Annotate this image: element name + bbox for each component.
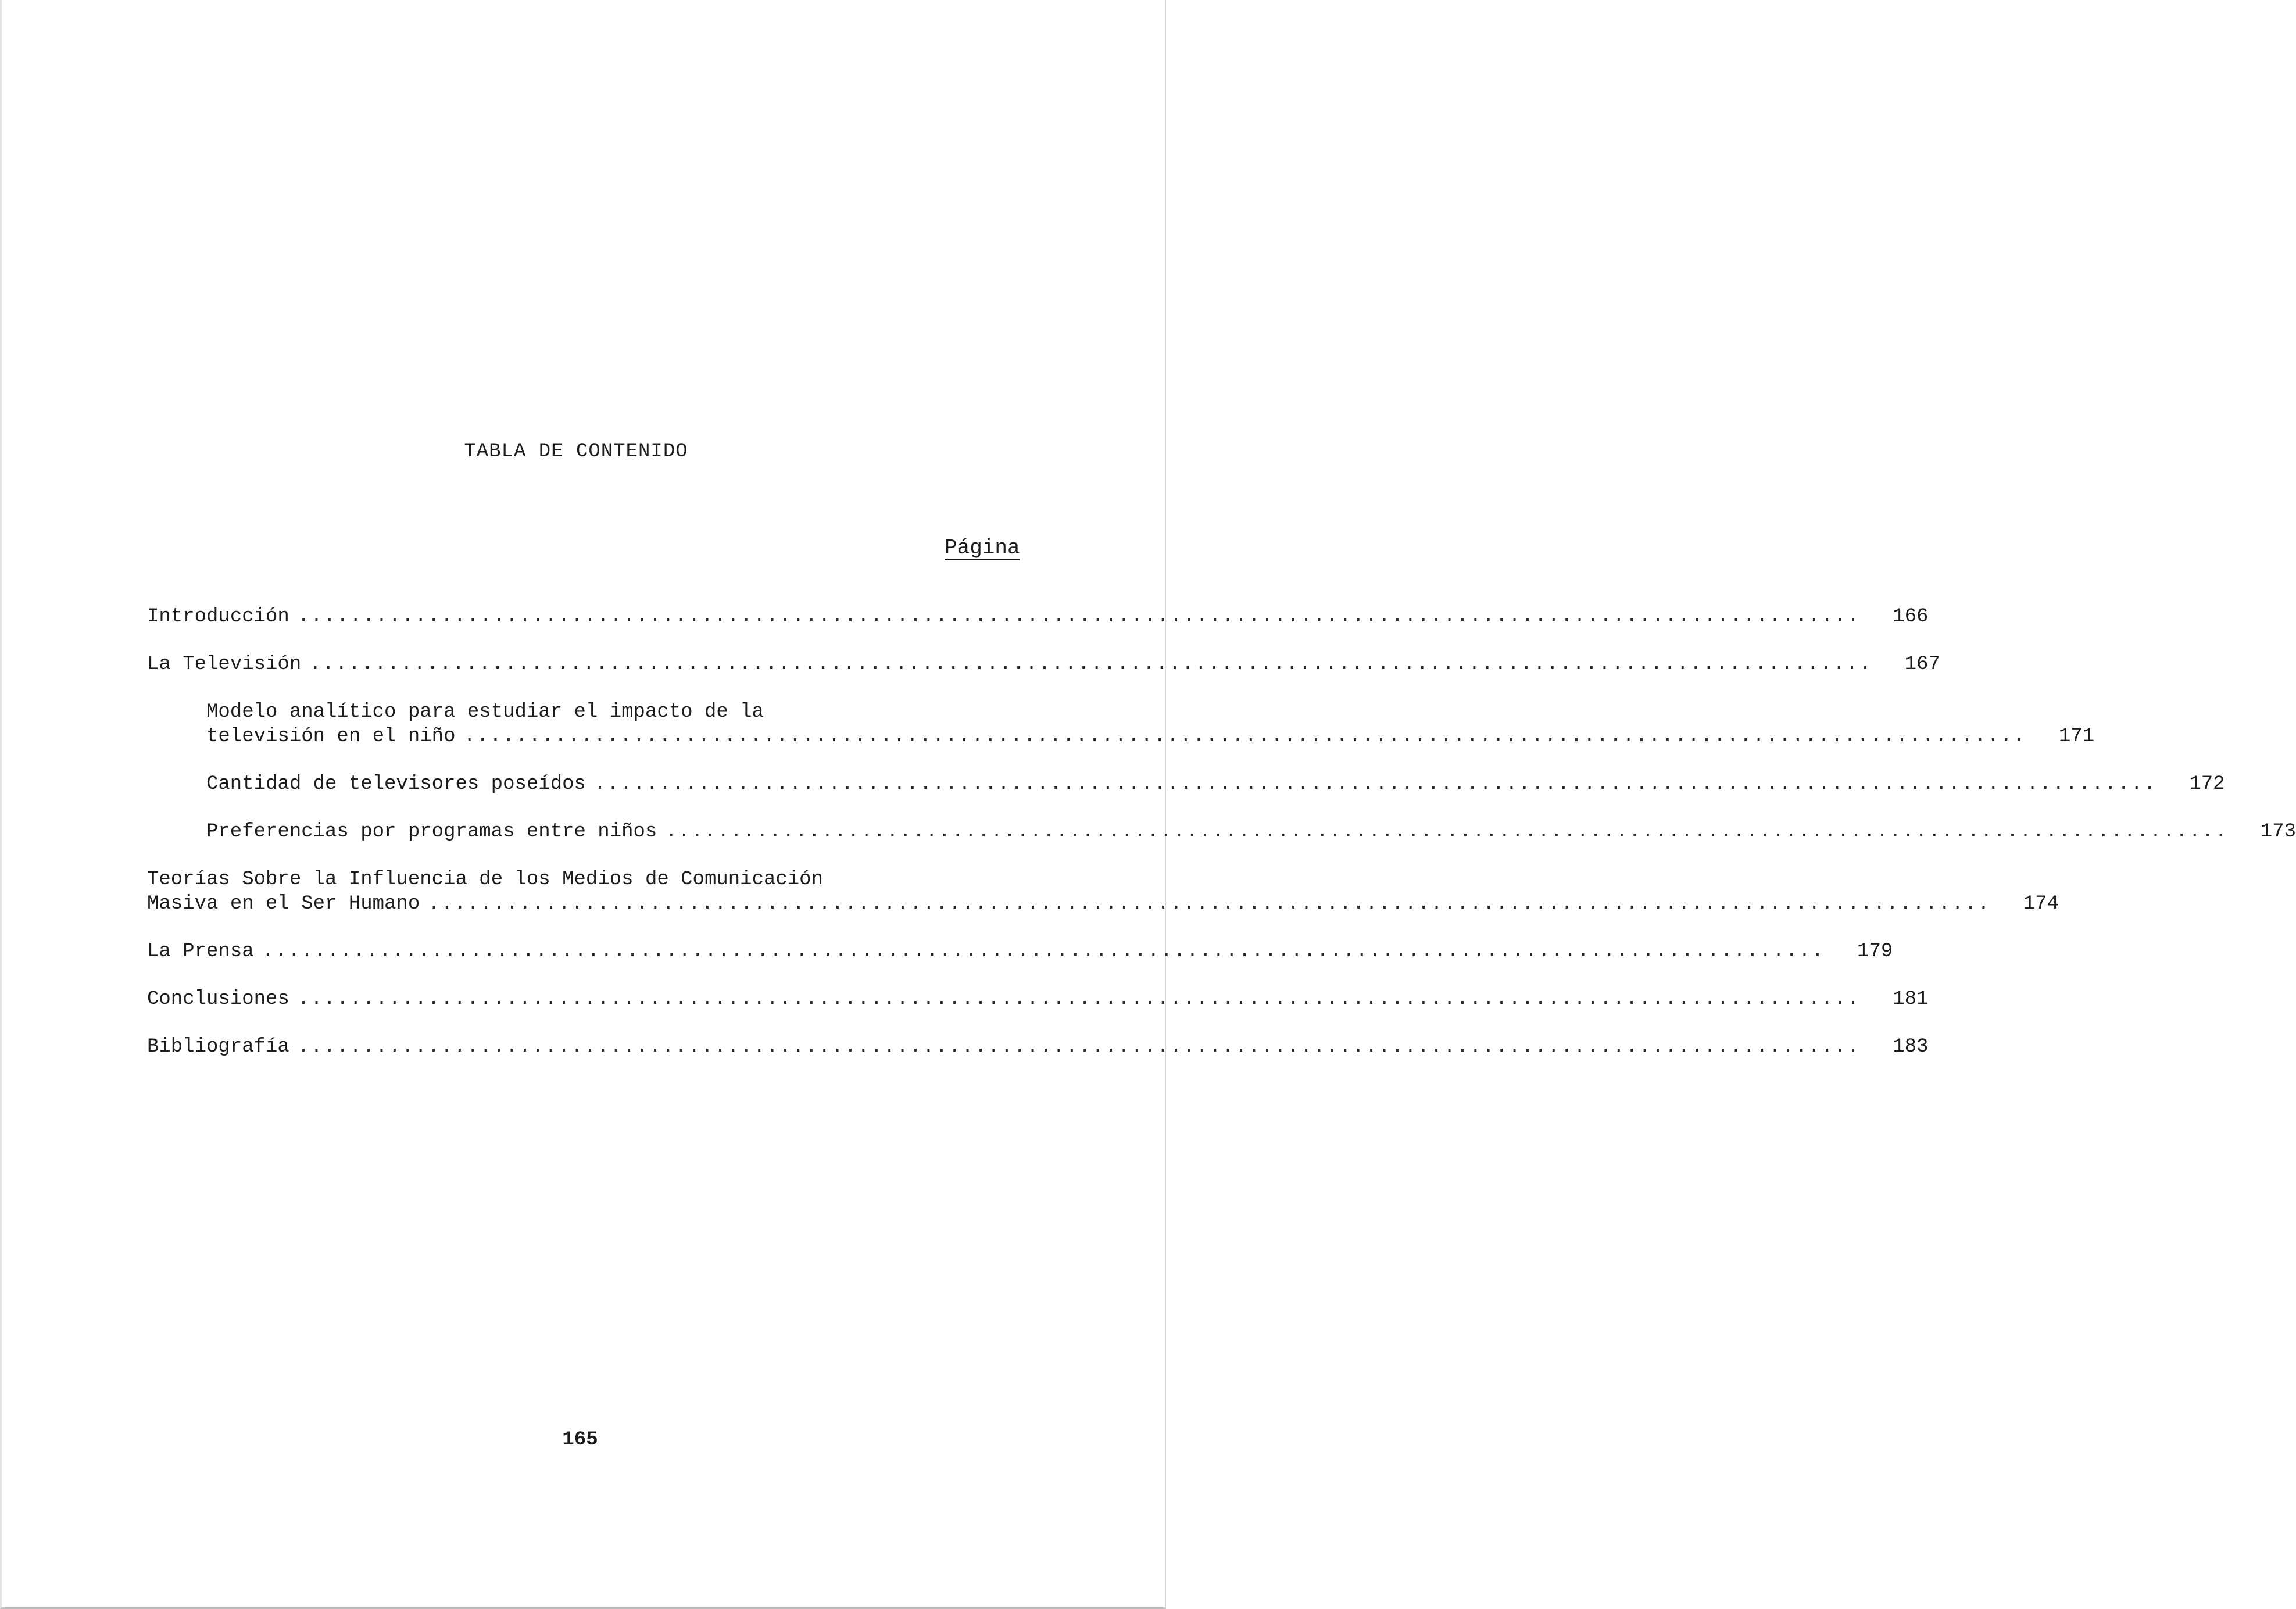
toc-entry-label: Teorías Sobre la Influencia de los Medios de Comunicación (147, 868, 823, 891)
dot-leader: ........................................................................................................................ (428, 893, 1991, 915)
toc-entry-label: Introducción (147, 606, 289, 628)
toc-entry-label-continued: Masiva en el Ser Humano (147, 893, 420, 915)
dot-leader: ........................................................................................................................ (593, 773, 2157, 795)
toc-entry-page: 166 (1893, 606, 1929, 628)
dot-leader: ........................................................................................................................ (297, 1036, 1861, 1058)
toc-entry-preferencias-programas[interactable] (147, 820, 2296, 844)
toc-entry-conclusiones[interactable] (147, 987, 1929, 1011)
toc-entry-page: 174 (2023, 893, 2059, 915)
toc-entry-page: 181 (1893, 988, 1929, 1010)
toc-entry-page: 179 (1857, 941, 1893, 963)
toc-entry-page: 167 (1904, 653, 1940, 675)
toc-entry-page: 183 (1893, 1036, 1929, 1058)
toc-entry-label: Conclusiones (147, 988, 289, 1010)
toc-entry-introduccion[interactable] (147, 605, 1929, 629)
toc-entry-label-continued: televisión en el niño (206, 725, 456, 748)
dot-leader: ........................................................................................................................ (665, 821, 2228, 843)
toc-entry-la-prensa[interactable] (147, 939, 1893, 964)
toc-entry-label: Cantidad de televisores poseídos (206, 773, 586, 795)
toc-entry-label: La Prensa (147, 941, 254, 963)
toc-entry-page: 173 (2260, 821, 2296, 843)
toc-entry-teorias[interactable] (147, 867, 2059, 916)
toc-title: TABLA DE CONTENIDO (464, 441, 688, 463)
toc-entry-page: 171 (2058, 725, 2095, 748)
toc-entry-label: La Televisión (147, 653, 302, 675)
toc-entry-label: Bibliografía (147, 1036, 289, 1058)
dot-leader: ........................................................................................................................ (262, 941, 1825, 963)
table-of-contents (147, 605, 2296, 1059)
toc-entry-modelo-analitico[interactable] (147, 700, 2095, 749)
toc-entry-bibliografia[interactable] (147, 1035, 1929, 1059)
toc-entry-page: 172 (2189, 773, 2225, 795)
dot-leader: ........................................................................................................................ (297, 988, 1861, 1010)
toc-entry-cantidad-televisores[interactable] (147, 772, 2225, 796)
toc-entry-label: Preferencias por programas entre niños (206, 821, 657, 843)
dot-leader: ........................................................................................................................ (297, 606, 1861, 628)
toc-entry-label: Modelo analítico para estudiar el impacto de la (206, 701, 764, 723)
page-number: 165 (562, 1429, 598, 1451)
dot-leader: ........................................................................................................................ (463, 725, 2026, 748)
page-column-header: Página (945, 536, 1020, 560)
dot-leader: ........................................................................................................................ (309, 653, 1872, 675)
toc-entry-la-television[interactable] (147, 652, 1940, 677)
